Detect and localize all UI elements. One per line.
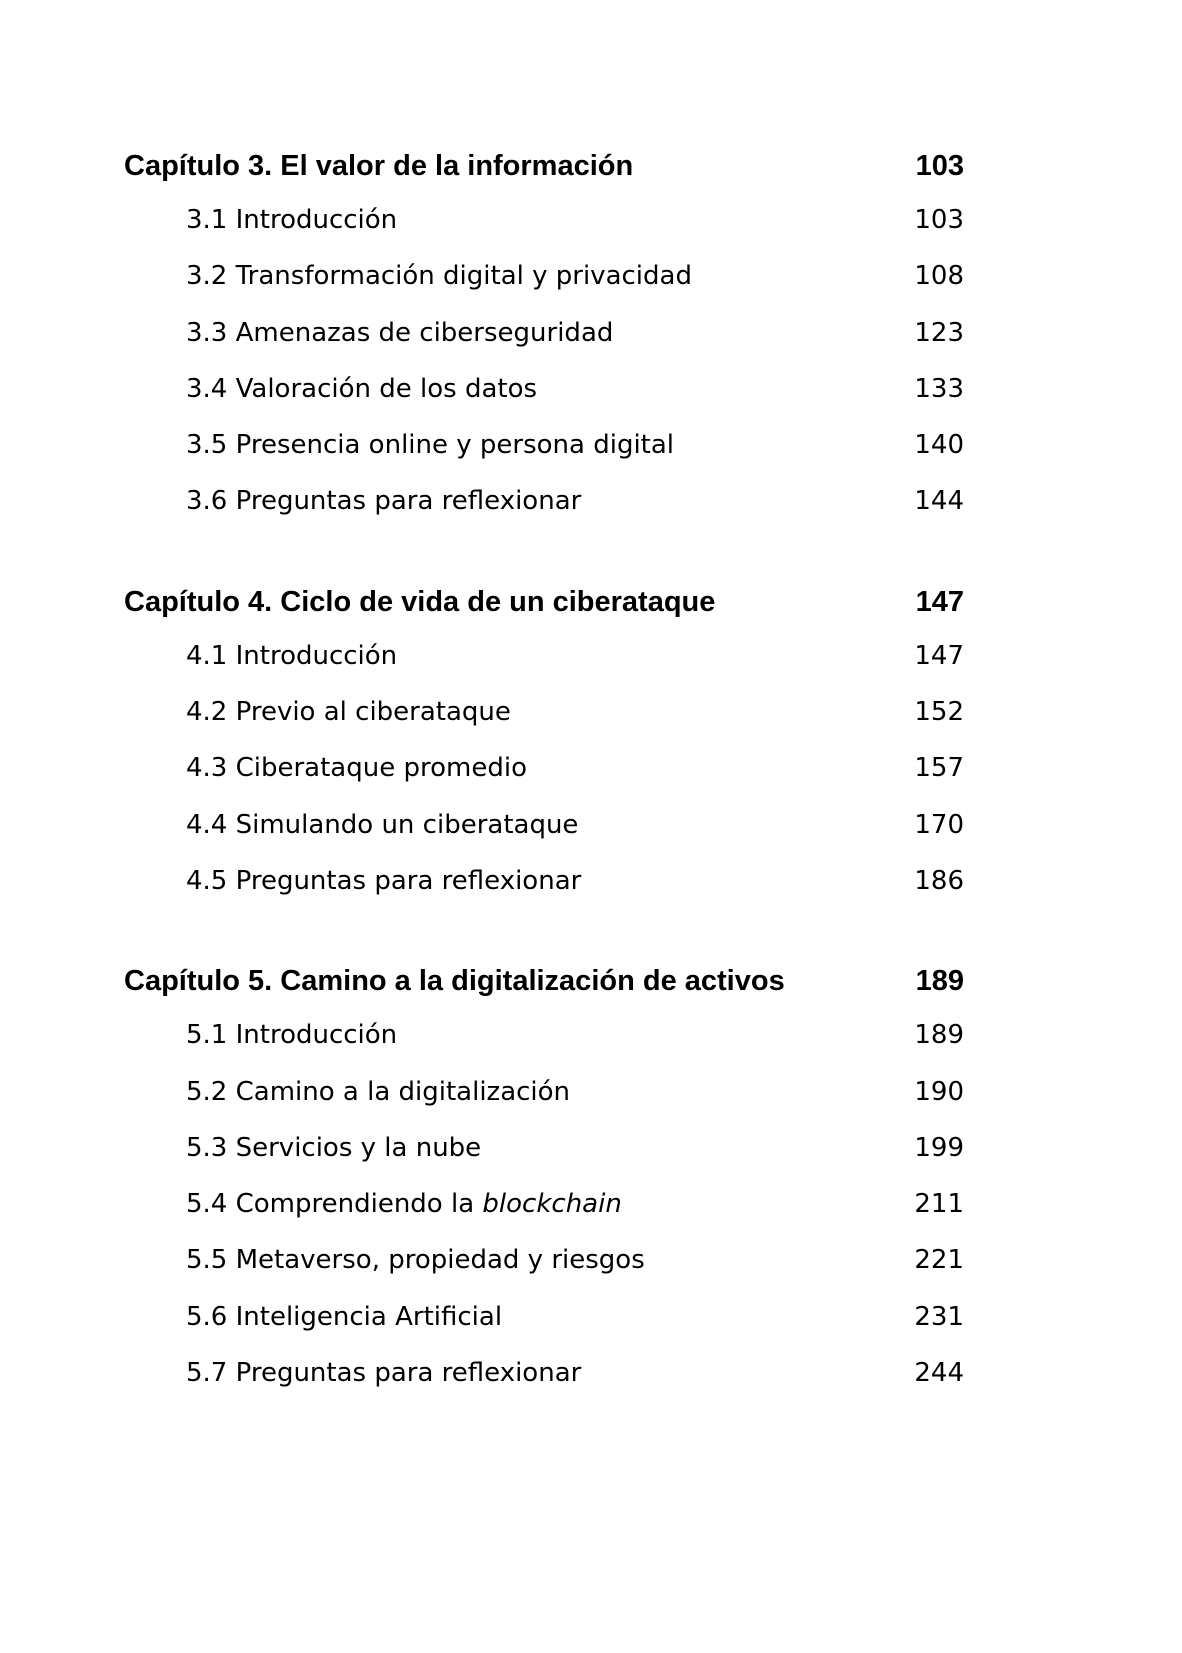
section-page-number: 231 (914, 1301, 964, 1332)
chapter-heading[interactable] (124, 576, 964, 628)
section-title: 4.1 Introducción (186, 640, 398, 671)
section-page-number: 190 (914, 1076, 964, 1107)
chapter-title: Capítulo 3. El valor de la información (124, 150, 634, 182)
chapter-4 (124, 576, 964, 909)
table-of-contents (124, 140, 964, 1401)
toc-entry[interactable] (124, 853, 964, 909)
toc-entry[interactable] (124, 305, 964, 361)
section-title: 3.3 Amenazas de ciberseguridad (186, 317, 614, 348)
chapter-heading[interactable] (124, 140, 964, 192)
section-page-number: 152 (914, 697, 964, 728)
chapter-page-number: 189 (915, 965, 964, 998)
toc-entry[interactable] (124, 740, 964, 796)
toc-entry[interactable] (124, 361, 964, 417)
section-page-number: 199 (914, 1132, 964, 1163)
section-page-number: 108 (914, 261, 964, 292)
chapter-heading[interactable] (124, 955, 964, 1007)
chapter-5 (124, 955, 964, 1401)
toc-entry[interactable] (124, 1007, 964, 1063)
section-title: 5.5 Metaverso, propiedad y riesgos (186, 1245, 645, 1276)
section-title: 4.5 Preguntas para reflexionar (186, 865, 582, 896)
section-page-number: 170 (914, 809, 964, 840)
toc-entry[interactable] (124, 248, 964, 304)
toc-entry[interactable] (124, 192, 964, 248)
chapter-page-number: 103 (915, 150, 964, 182)
section-title: 5.1 Introducción (186, 1020, 398, 1051)
section-title: 3.2 Transformación digital y privacidad (186, 261, 692, 292)
section-title: 4.3 Ciberataque promedio (186, 753, 527, 784)
section-title: 3.1 Introducción (186, 205, 398, 235)
section-title: 5.7 Preguntas para reflexionar (186, 1358, 582, 1389)
section-title (186, 1176, 622, 1232)
section-page-number: 144 (914, 486, 964, 517)
section-title-italic: blockchain (482, 1189, 622, 1220)
toc-entry[interactable] (124, 628, 964, 684)
section-page-number: 244 (914, 1358, 964, 1389)
section-title: 5.2 Camino a la digitalización (186, 1076, 571, 1107)
toc-entry[interactable] (124, 1176, 964, 1232)
chapter-page-number: 147 (915, 585, 964, 618)
section-page-number: 221 (914, 1245, 964, 1276)
section-title: 4.2 Previo al ciberataque (186, 697, 511, 728)
toc-entry[interactable] (124, 797, 964, 853)
toc-entry[interactable] (124, 1120, 964, 1176)
section-page-number: 147 (914, 640, 964, 671)
section-title: 5.6 Inteligencia Artificial (186, 1301, 503, 1332)
section-page-number: 186 (914, 865, 964, 896)
chapter-3 (124, 140, 964, 530)
section-title: 3.5 Presencia online y persona digital (186, 430, 675, 461)
section-title: 4.4 Simulando un ciberataque (186, 809, 579, 840)
toc-entry[interactable] (124, 684, 964, 740)
section-page-number: 211 (914, 1189, 964, 1220)
section-title-prefix: 5.4 Comprendiendo la (186, 1189, 483, 1220)
section-title: 3.4 Valoración de los datos (186, 373, 538, 404)
chapter-title: Capítulo 4. Ciclo de vida de un ciberataque (124, 585, 716, 618)
section-page-number: 157 (914, 753, 964, 784)
section-page-number: 103 (914, 205, 964, 235)
section-page-number: 189 (914, 1020, 964, 1051)
chapter-title: Capítulo 5. Camino a la digitalización de activos (124, 965, 785, 998)
section-title: 3.6 Preguntas para reflexionar (186, 486, 582, 517)
toc-entry[interactable] (124, 417, 964, 473)
section-page-number: 133 (914, 373, 964, 404)
toc-entry[interactable] (124, 1064, 964, 1120)
section-title: 5.3 Servicios y la nube (186, 1132, 482, 1163)
toc-entry[interactable] (124, 473, 964, 529)
toc-entry[interactable] (124, 1289, 964, 1345)
toc-entry[interactable] (124, 1345, 964, 1401)
section-page-number: 140 (914, 430, 964, 461)
toc-entry[interactable] (124, 1232, 964, 1288)
section-page-number: 123 (914, 317, 964, 348)
